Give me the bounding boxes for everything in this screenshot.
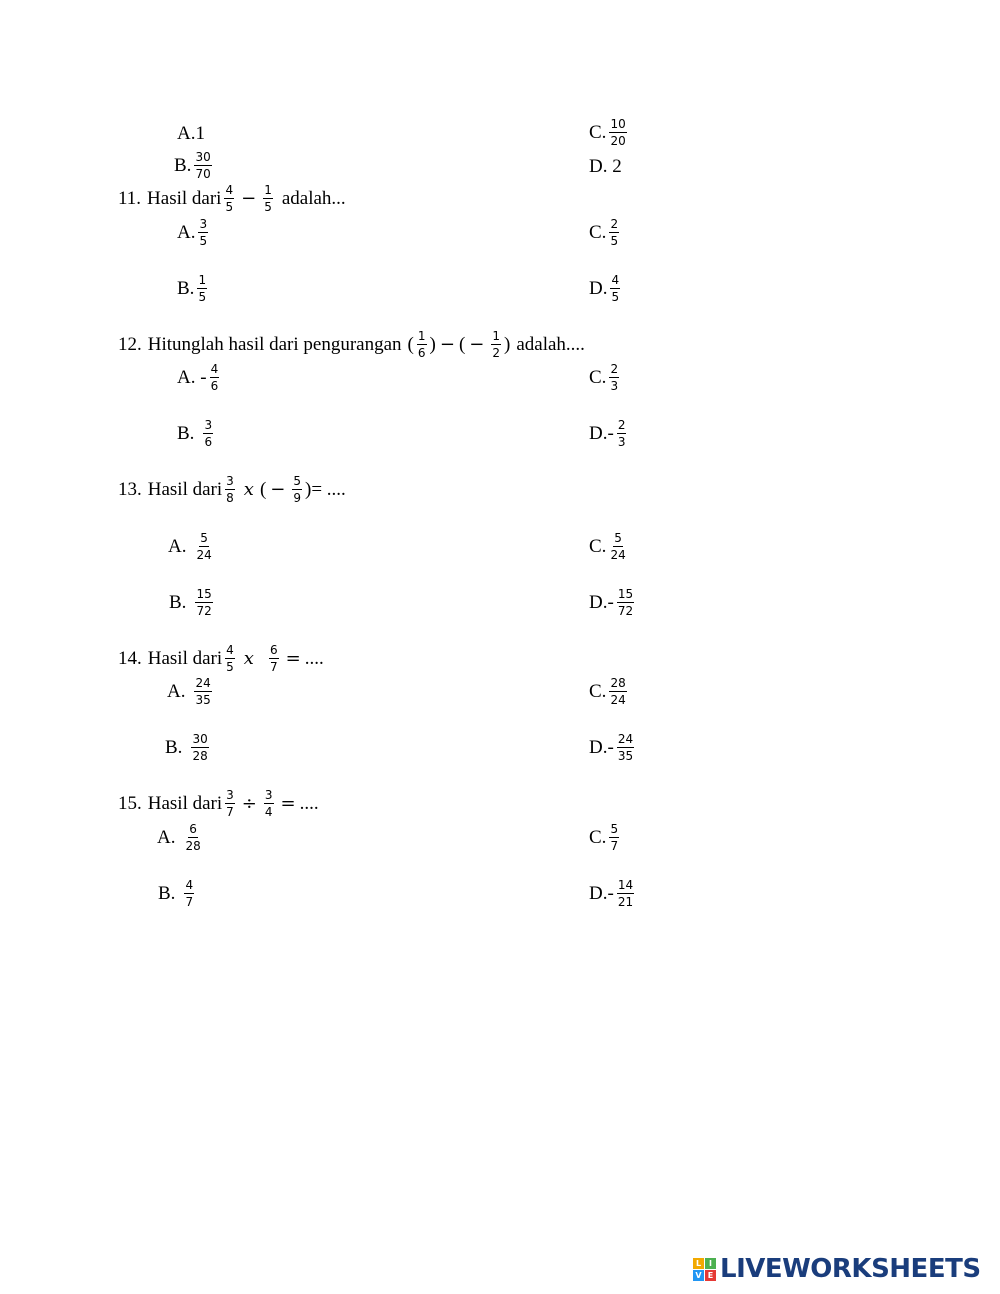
fraction: $\frac{30}{70}$ — [195, 150, 211, 181]
question-12: 12. Hitunglah hasil dari pengurangan ( $\frac{1}{6}$ ) − ( − $\frac{1}{2}$ ) adalah.... — [118, 329, 585, 360]
fraction: $\frac{28}{24}$ — [610, 676, 626, 707]
q11-option-a[interactable]: A. $\frac{3}{5}$ — [177, 217, 208, 248]
fraction: $\frac{5}{7}$ — [610, 822, 619, 853]
liveworksheets-mark-icon — [693, 1258, 716, 1281]
fraction: $\frac{10}{20}$ — [610, 117, 626, 148]
fraction: $\frac{15}{72}$ — [617, 587, 634, 618]
fraction: $\frac{4}{5}$ — [225, 183, 234, 214]
fraction: $\frac{5}{9}$ — [293, 474, 302, 505]
fraction: $\frac{3}{4}$ — [264, 788, 273, 819]
fraction: $\frac{30}{28}$ — [192, 732, 208, 763]
q10-option-d: D. 2 — [589, 156, 622, 177]
q14-option-b[interactable]: B. $\frac{30}{28}$ — [165, 732, 208, 763]
q15-option-d[interactable]: D.- $\frac{14}{21}$ — [589, 878, 634, 909]
question-11: 11. Hasil dari $\frac{4}{5}$ − $\frac{1}{5}$ adalah... — [118, 183, 346, 214]
fraction: $\frac{5}{24}$ — [196, 531, 212, 562]
q10-option-b: B. $\frac{30}{70}$ — [174, 150, 211, 181]
fraction: $\frac{3}{7}$ — [226, 788, 234, 819]
q12-option-b[interactable]: B. $\frac{3}{6}$ — [177, 418, 213, 449]
q11-option-c[interactable]: C. $\frac{2}{5}$ — [589, 217, 619, 248]
logo-mark-tile: L — [693, 1258, 704, 1269]
q13-option-d[interactable]: D.- $\frac{15}{72}$ — [589, 587, 634, 618]
logo-wordmark: LIVEWORKSHEETS — [720, 1254, 981, 1284]
fraction: $\frac{24}{35}$ — [195, 676, 211, 707]
q15-option-c[interactable]: C. $\frac{5}{7}$ — [589, 822, 619, 853]
q14-option-c[interactable]: C. $\frac{28}{24}$ — [589, 676, 626, 707]
fraction: $\frac{1}{5}$ — [264, 183, 272, 214]
question-15: 15. Hasil dari $\frac{3}{7}$ ÷ $\frac{3}{4}$ = .... — [118, 788, 319, 819]
liveworksheets-logo — [693, 1254, 981, 1284]
fraction: $\frac{2}{3}$ — [617, 418, 626, 449]
fraction: $\frac{24}{35}$ — [617, 732, 634, 763]
q13-option-b[interactable]: B. $\frac{15}{72}$ — [169, 587, 212, 618]
q12-option-d[interactable]: D.- $\frac{2}{3}$ — [589, 418, 626, 449]
q15-option-b[interactable]: B. $\frac{4}{7}$ — [158, 878, 194, 909]
fraction: $\frac{4}{5}$ — [226, 643, 234, 674]
fraction: $\frac{14}{21}$ — [617, 878, 634, 909]
fraction: $\frac{3}{6}$ — [204, 418, 213, 449]
fraction: $\frac{4}{7}$ — [185, 878, 194, 909]
logo-mark-tile: V — [693, 1270, 704, 1281]
q12-option-a[interactable]: A. - $\frac{4}{6}$ — [177, 362, 219, 393]
question-14: 14. Hasil dari $\frac{4}{5}$ x $\frac{6}{7}$ = .... — [118, 643, 324, 674]
fraction: $\frac{4}{5}$ — [611, 273, 620, 304]
fraction: $\frac{4}{6}$ — [210, 362, 219, 393]
fraction: $\frac{3}{8}$ — [226, 474, 234, 505]
q12-option-c[interactable]: C. $\frac{2}{3}$ — [589, 362, 619, 393]
q11-option-d[interactable]: D. $\frac{4}{5}$ — [589, 273, 620, 304]
fraction: $\frac{6}{28}$ — [185, 822, 201, 853]
fraction: $\frac{2}{5}$ — [610, 217, 619, 248]
fraction: $\frac{3}{5}$ — [199, 217, 208, 248]
q10-option-c: C. $\frac{10}{20}$ — [589, 117, 626, 148]
q10-option-a: A.1 — [177, 123, 205, 144]
fraction: $\frac{2}{3}$ — [610, 362, 619, 393]
fraction: $\frac{5}{24}$ — [610, 531, 626, 562]
q14-option-d[interactable]: D.- $\frac{24}{35}$ — [589, 732, 634, 763]
q13-option-c[interactable]: C. $\frac{5}{24}$ — [589, 531, 626, 562]
q11-option-b[interactable]: B. $\frac{1}{5}$ — [177, 273, 207, 304]
logo-mark-tile: I — [705, 1258, 716, 1269]
fraction: $\frac{15}{72}$ — [196, 587, 212, 618]
fraction: $\frac{1}{5}$ — [198, 273, 207, 304]
fraction: $\frac{1}{2}$ — [492, 329, 500, 360]
q13-option-a[interactable]: A. $\frac{5}{24}$ — [168, 531, 212, 562]
question-13: 13. Hasil dari $\frac{3}{8}$ x ( − $\frac{5}{9}$ ) = .... — [118, 474, 346, 505]
fraction: $\frac{1}{6}$ — [417, 329, 426, 360]
q15-option-a[interactable]: A. $\frac{6}{28}$ — [157, 822, 201, 853]
logo-mark-tile: E — [705, 1270, 716, 1281]
q14-option-a[interactable]: A. $\frac{24}{35}$ — [167, 676, 211, 707]
fraction: $\frac{6}{7}$ — [269, 643, 278, 674]
